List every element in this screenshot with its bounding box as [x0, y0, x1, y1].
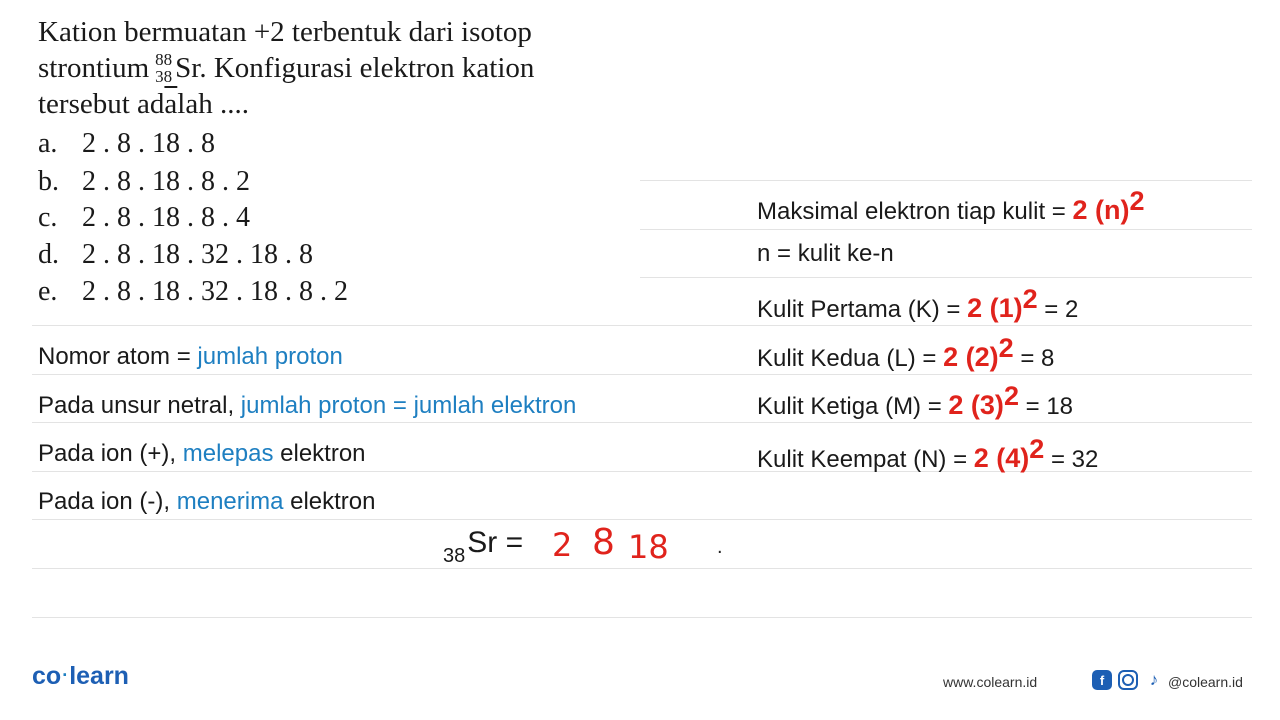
option-e: e. 2 . 8 . 18 . 32 . 18 . 8 . 2 [38, 276, 348, 307]
note-negative-ion: Pada ion (-), menerima elektron [38, 488, 376, 515]
option-b: b. 2 . 8 . 18 . 8 . 2 [38, 166, 250, 197]
colearn-logo: co·learn [32, 662, 129, 690]
divider [640, 277, 1252, 278]
handwritten-value: 2 [552, 526, 573, 564]
divider [32, 568, 1252, 569]
divider [32, 519, 1252, 520]
divider [640, 229, 1252, 230]
formula-shell-k: Kulit Pertama (K) = 2 $(1)^2 = 2$ [757, 284, 1079, 323]
question-line-1: Kation bermuatan +2 terbentuk dari isotop [38, 16, 532, 48]
option-a: a. 2 . 8 . 18 . 8 [38, 128, 215, 159]
formula-shell-l: Kulit Kedua (L) = 2 $(2)^2 = 8$ [757, 333, 1055, 372]
social-handle[interactable]: @colearn.id [1168, 674, 1243, 690]
note-neutral-element: Pada unsur netral, jumlah proton = jumlah elektron [38, 392, 577, 419]
tiktok-icon[interactable]: ♪ [1149, 670, 1159, 689]
formula-shell-m: Kulit Ketiga (M) = 2 $(3)^2 = 18$ [757, 381, 1074, 420]
formula-shell-n: Kulit Keempat (N) = 2 $(4)^2 = 32$ [757, 434, 1099, 473]
formula-n-definition: n = kulit ke-n [757, 240, 894, 267]
divider [32, 617, 1252, 618]
option-c: c. 2 . 8 . 18 . 8 . 4 [38, 202, 250, 233]
handwritten-dot: . [717, 536, 723, 558]
instagram-icon[interactable] [1118, 670, 1138, 690]
divider [32, 374, 1252, 375]
formula-max-electrons: Maksimal elektron tiap kulit = 2 $(n)^2$ [757, 186, 1145, 225]
isotope-notation: 88 38 [155, 50, 173, 87]
note-atomic-number: Nomor atom = jumlah proton [38, 343, 343, 370]
handwritten-value: 18 [628, 528, 669, 566]
handwritten-value: 8 [592, 522, 615, 563]
divider [640, 180, 1252, 181]
divider [32, 325, 1252, 326]
option-d: d. 2 . 8 . 18 . 32 . 18 . 8 [38, 239, 313, 270]
divider [32, 422, 1252, 423]
question-line-3: tersebut $ad\overline{a}lah$ .... [38, 88, 249, 120]
question-line-2: strontium 88 38 Sr. Konfigurasi elektron kation [38, 50, 535, 87]
note-positive-ion: Pada ion (+), melepas elektron [38, 440, 366, 467]
website-link[interactable]: www.colearn.id [943, 674, 1038, 690]
sr-configuration: $_{38}$Sr = [443, 526, 524, 567]
facebook-icon[interactable]: f [1092, 670, 1112, 690]
